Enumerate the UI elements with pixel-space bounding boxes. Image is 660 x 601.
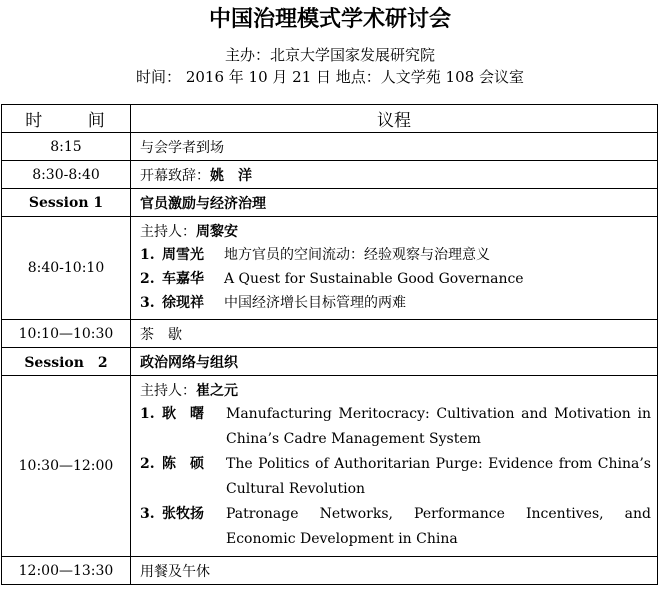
moderator-line: [140, 380, 651, 402]
talk-topic: 中国经济增长目标管理的两难: [224, 295, 406, 311]
table-row: [2, 320, 658, 348]
talk-topic: A Quest for Sustainable Good Governance: [224, 271, 524, 287]
time-location-line: 时间： 2016 年 10 月 21 日 地点：人文学苑 108 会议室: [136, 68, 524, 86]
speaker-name: 车嘉华: [162, 271, 204, 287]
time-cell: 8:30-8:40: [2, 161, 131, 189]
time-cell: 12:00—13:30: [2, 557, 131, 585]
moderator-label: 主持人：: [140, 383, 196, 399]
agenda-cell: 用餐及午休: [131, 557, 658, 585]
moderator-label: 主持人：: [140, 224, 196, 240]
agenda-cell: [131, 161, 658, 189]
moderator-name: 周黎安: [196, 224, 238, 240]
header-agenda: 议程: [131, 105, 658, 133]
talk-topic: Manufacturing Meritocracy: Cultivation and Motivation in China’s Cadre Management System: [226, 406, 651, 447]
table-row: [2, 217, 658, 320]
table-row: [2, 376, 658, 557]
moderator-line: [140, 221, 651, 243]
talk-number: 3.: [140, 506, 155, 522]
speaker-name: 周雪光: [162, 247, 204, 263]
talk-topic: 地方官员的空间流动：经验观察与治理意义: [224, 247, 490, 263]
speaker-name: 张牧扬: [162, 506, 204, 522]
list-item: [140, 267, 651, 291]
list-item: [140, 402, 651, 452]
session-row: [2, 348, 658, 376]
list-item: [140, 291, 651, 315]
session-label: Session 1: [2, 189, 131, 217]
list-item: [140, 243, 651, 267]
table-row: [2, 557, 658, 585]
agenda-cell: [131, 217, 658, 320]
talk-topic: The Politics of Authoritarian Purge: Evidence from China’s Cultural Revolution: [226, 456, 651, 497]
moderator-name: 崔之元: [196, 383, 238, 399]
session-label: Session 2: [2, 348, 131, 376]
opening-speaker: 姚 洋: [210, 167, 252, 184]
talk-number: 3.: [140, 295, 155, 311]
speaker-name: 耿 曙: [162, 406, 204, 422]
talk-number: 1.: [140, 247, 155, 263]
list-item: [140, 502, 651, 552]
page-title: 中国治理模式学术研讨会: [208, 7, 451, 32]
agenda-cell: 茶 歇: [131, 320, 658, 348]
time-cell: 10:30—12:00: [2, 376, 131, 557]
speaker-name: 徐现祥: [162, 295, 204, 311]
session-row: [2, 189, 658, 217]
agenda-table: [1, 104, 658, 585]
talk-topic: Patronage Networks, Performance Incentives, and Economic Development in China: [226, 506, 651, 547]
time-cell: 8:15: [2, 133, 131, 161]
session-title: 官员激励与经济治理: [131, 189, 658, 217]
agenda-cell: [131, 376, 658, 557]
opening-label: 开幕致辞：: [140, 167, 210, 184]
time-cell: 10:10—10:30: [2, 320, 131, 348]
speaker-name: 陈 硕: [162, 456, 204, 472]
host-line: 主办：北京大学国家发展研究院: [224, 46, 435, 64]
session-title: 政治网络与组织: [131, 348, 658, 376]
table-row: [2, 161, 658, 189]
time-cell: 8:40-10:10: [2, 217, 131, 320]
agenda-cell: 与会学者到场: [131, 133, 658, 161]
talk-number: 2.: [140, 456, 155, 472]
table-row: [2, 133, 658, 161]
talk-number: 2.: [140, 271, 155, 287]
table-header-row: [2, 105, 658, 133]
list-item: [140, 452, 651, 502]
header-time: 时 间: [2, 105, 131, 133]
talk-number: 1.: [140, 406, 155, 422]
